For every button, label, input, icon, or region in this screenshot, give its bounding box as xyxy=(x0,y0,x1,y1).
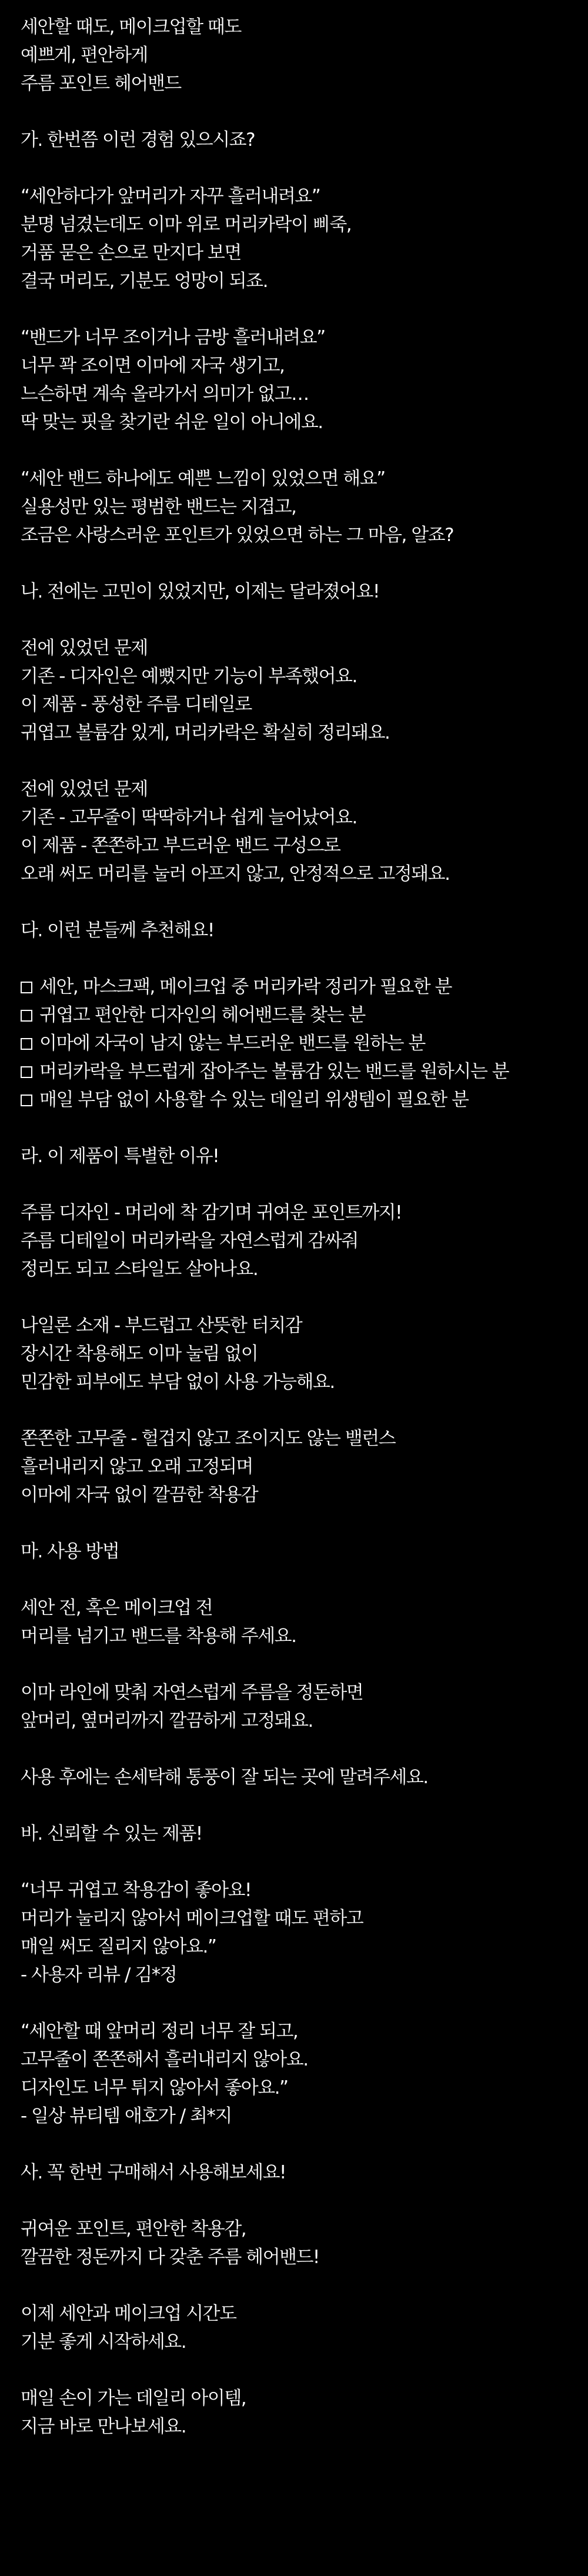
section-before-after-paragraph xyxy=(21,775,576,888)
checkbox-icon xyxy=(21,982,32,993)
text-line: 오래 써도 머리를 눌러 아프지 않고, 안정적으로 고정돼요. xyxy=(21,863,450,885)
text-line: 느슨하면 계속 올라가서 의미가 없고… xyxy=(21,383,309,405)
text-line: 디자인도 너무 튀지 않아서 좋아요.” xyxy=(21,2077,288,2098)
text-line: “세안할 때 앞머리 정리 너무 잘 되고, xyxy=(21,2021,298,2042)
text-line: 분명 넘겼는데도 이마 위로 머리카락이 삐죽, xyxy=(21,214,352,235)
text-line: 귀여운 포인트, 편안한 착용감, xyxy=(21,2218,246,2240)
text-line: 흘러내리지 않고 오래 고정되며 xyxy=(21,1456,253,1477)
text-line: 깔끔한 정돈까지 다 갖춘 주름 헤어밴드! xyxy=(21,2247,319,2268)
text-line: 장시간 착용해도 이마 눌림 없이 xyxy=(21,1343,258,1364)
text-line: 이 제품 - 쫀쫀하고 부드러운 밴드 구성으로 xyxy=(21,835,340,856)
checklist-item xyxy=(21,1086,576,1114)
text-line: 주름 포인트 헤어밴드 xyxy=(21,73,181,94)
checklist-item xyxy=(21,1057,576,1086)
text-line: 사용 후에는 손세탁해 통풍이 잘 되는 곳에 말려주세요. xyxy=(21,1767,428,1788)
checklist-item-label: 이마에 자국이 남지 않는 부드러운 밴드를 원하는 분 xyxy=(39,1033,425,1054)
text-line: 고무줄이 쫀쫀해서 흘러내리지 않아요. xyxy=(21,2049,308,2070)
text-line: 앞머리, 옆머리까지 깔끔하게 고정돼요. xyxy=(21,1710,313,1731)
intro-block xyxy=(21,13,576,98)
text-line: “세안 밴드 하나에도 예쁜 느낌이 있었으면 해요” xyxy=(21,468,385,489)
section-experience-heading: 가. 한번쯤 이런 경험 있으시죠? xyxy=(21,129,255,151)
text-line: 거품 묻은 손으로 만지다 보면 xyxy=(21,242,241,263)
text-line: 너무 꽉 조이면 이마에 자국 생기고, xyxy=(21,355,285,376)
text-line: 머리가 눌리지 않아서 메이크업할 때도 편하고 xyxy=(21,1908,363,1929)
checkbox-icon xyxy=(21,1010,32,1022)
section-features-paragraph xyxy=(21,1424,576,1509)
checklist-item xyxy=(21,973,576,1001)
text-line: 나일론 소재 - 부드럽고 산뜻한 터치감 xyxy=(21,1315,302,1336)
checklist-item-label: 머리카락을 부드럽게 잡아주는 볼륨감 있는 밴드를 원하시는 분 xyxy=(39,1061,509,1082)
recommend-checklist xyxy=(21,973,576,1114)
checklist-item xyxy=(21,1029,576,1057)
section-experience-paragraph xyxy=(21,182,576,295)
text-line: 전에 있었던 문제 xyxy=(21,779,148,800)
section-before-after-paragraph xyxy=(21,634,576,747)
text-line: 실용성만 있는 평범한 밴드는 지겹고, xyxy=(21,496,296,518)
checklist-item xyxy=(21,1001,576,1029)
text-line: 딱 맞는 핏을 찾기란 쉬운 일이 아니에요. xyxy=(21,412,323,433)
section-closing-paragraph xyxy=(21,2300,576,2356)
text-line: 민감한 피부에도 부담 없이 사용 가능해요. xyxy=(21,1372,335,1393)
section-how-to-use-heading: 마. 사용 방법 xyxy=(21,1541,119,1562)
section-closing-heading: 사. 꼭 한번 구매해서 사용해보세요! xyxy=(21,2162,286,2183)
text-line: 주름 디자인 - 머리에 착 감기며 귀여운 포인트까지! xyxy=(21,1202,402,1223)
text-line: 기분 좋게 시작하세요. xyxy=(21,2331,186,2353)
text-line: 기존 - 고무줄이 딱딱하거나 쉽게 늘어났어요. xyxy=(21,807,357,828)
checklist-item-label: 귀엽고 편안한 디자인의 헤어밴드를 찾는 분 xyxy=(39,1005,365,1026)
product-description xyxy=(21,13,576,2469)
section-features-paragraph xyxy=(21,1312,576,1396)
section-features-heading: 라. 이 제품이 특별한 이유! xyxy=(21,1146,219,1167)
text-line: 이 제품 - 풍성한 주름 디테일로 xyxy=(21,694,252,715)
section-before-after-heading: 나. 전에는 고민이 있었지만, 이제는 달라졌어요! xyxy=(21,581,379,602)
text-line: 기존 - 디자인은 예뻤지만 기능이 부족했어요. xyxy=(21,666,357,687)
text-line: 예쁘게, 편안하게 xyxy=(21,45,148,66)
text-line: 지금 바로 만나보세요. xyxy=(21,2416,186,2437)
section-closing-paragraph xyxy=(21,2384,576,2441)
text-line: 쫀쫀한 고무줄 - 헐겁지 않고 조이지도 않는 밸런스 xyxy=(21,1428,396,1449)
checklist-item-label: 매일 부담 없이 사용할 수 있는 데일리 위생템이 필요한 분 xyxy=(39,1089,469,1110)
text-line: 세안할 때도, 메이크업할 때도 xyxy=(21,16,241,38)
section-closing-paragraph xyxy=(21,2215,576,2271)
text-line: 정리도 되고 스타일도 살아나요. xyxy=(21,1259,258,1280)
section-reviews-heading: 바. 신뢰할 수 있는 제품! xyxy=(21,1823,202,1844)
text-line: “밴드가 너무 조이거나 금방 흘러내려요” xyxy=(21,327,325,348)
text-line: 이마에 자국 없이 깔끔한 착용감 xyxy=(21,1484,258,1506)
section-how-to-use-paragraph xyxy=(21,1763,576,1791)
checkbox-icon xyxy=(21,1038,32,1050)
text-line: 귀엽고 볼륨감 있게, 머리카락은 확실히 정리돼요. xyxy=(21,722,390,743)
text-line: 결국 머리도, 기분도 엉망이 되죠. xyxy=(21,271,268,292)
section-reviews-paragraph xyxy=(21,1876,576,1989)
section-features-paragraph xyxy=(21,1199,576,1283)
text-line: 머리를 넘기고 밴드를 착용해 주세요. xyxy=(21,1626,296,1647)
text-line: 매일 손이 가는 데일리 아이템, xyxy=(21,2388,246,2409)
section-how-to-use-paragraph xyxy=(21,1594,576,1650)
section-experience-paragraph xyxy=(21,465,576,549)
text-line: 주름 디테일이 머리카락을 자연스럽게 감싸줘 xyxy=(21,1230,358,1252)
text-line: 이마 라인에 맞춰 자연스럽게 주름을 정돈하면 xyxy=(21,1682,363,1703)
text-line: 세안 전, 혹은 메이크업 전 xyxy=(21,1597,213,1619)
checkbox-icon xyxy=(21,1066,32,1078)
section-recommend-heading: 다. 이런 분들께 추천해요! xyxy=(21,920,214,941)
section-experience-paragraph xyxy=(21,323,576,436)
text-line: - 일상 뷰티템 애호가 / 최*지 xyxy=(21,2105,232,2127)
checkbox-icon xyxy=(21,1095,32,1106)
checklist-item-label: 세안, 마스크팩, 메이크업 중 머리카락 정리가 필요한 분 xyxy=(39,976,452,997)
text-line: 매일 써도 질리지 않아요.” xyxy=(21,1936,216,1957)
text-line: - 사용자 리뷰 / 김*정 xyxy=(21,1964,177,1986)
text-line: 전에 있었던 문제 xyxy=(21,638,148,659)
text-line: 이제 세안과 메이크업 시간도 xyxy=(21,2303,236,2324)
section-how-to-use-paragraph xyxy=(21,1679,576,1735)
section-reviews-paragraph xyxy=(21,2017,576,2130)
text-line: “세안하다가 앞머리가 자꾸 흘러내려요” xyxy=(21,186,320,207)
text-line: 조금은 사랑스러운 포인트가 있었으면 하는 그 마음, 알죠? xyxy=(21,525,454,546)
text-line: “너무 귀엽고 착용감이 좋아요! xyxy=(21,1880,251,1901)
